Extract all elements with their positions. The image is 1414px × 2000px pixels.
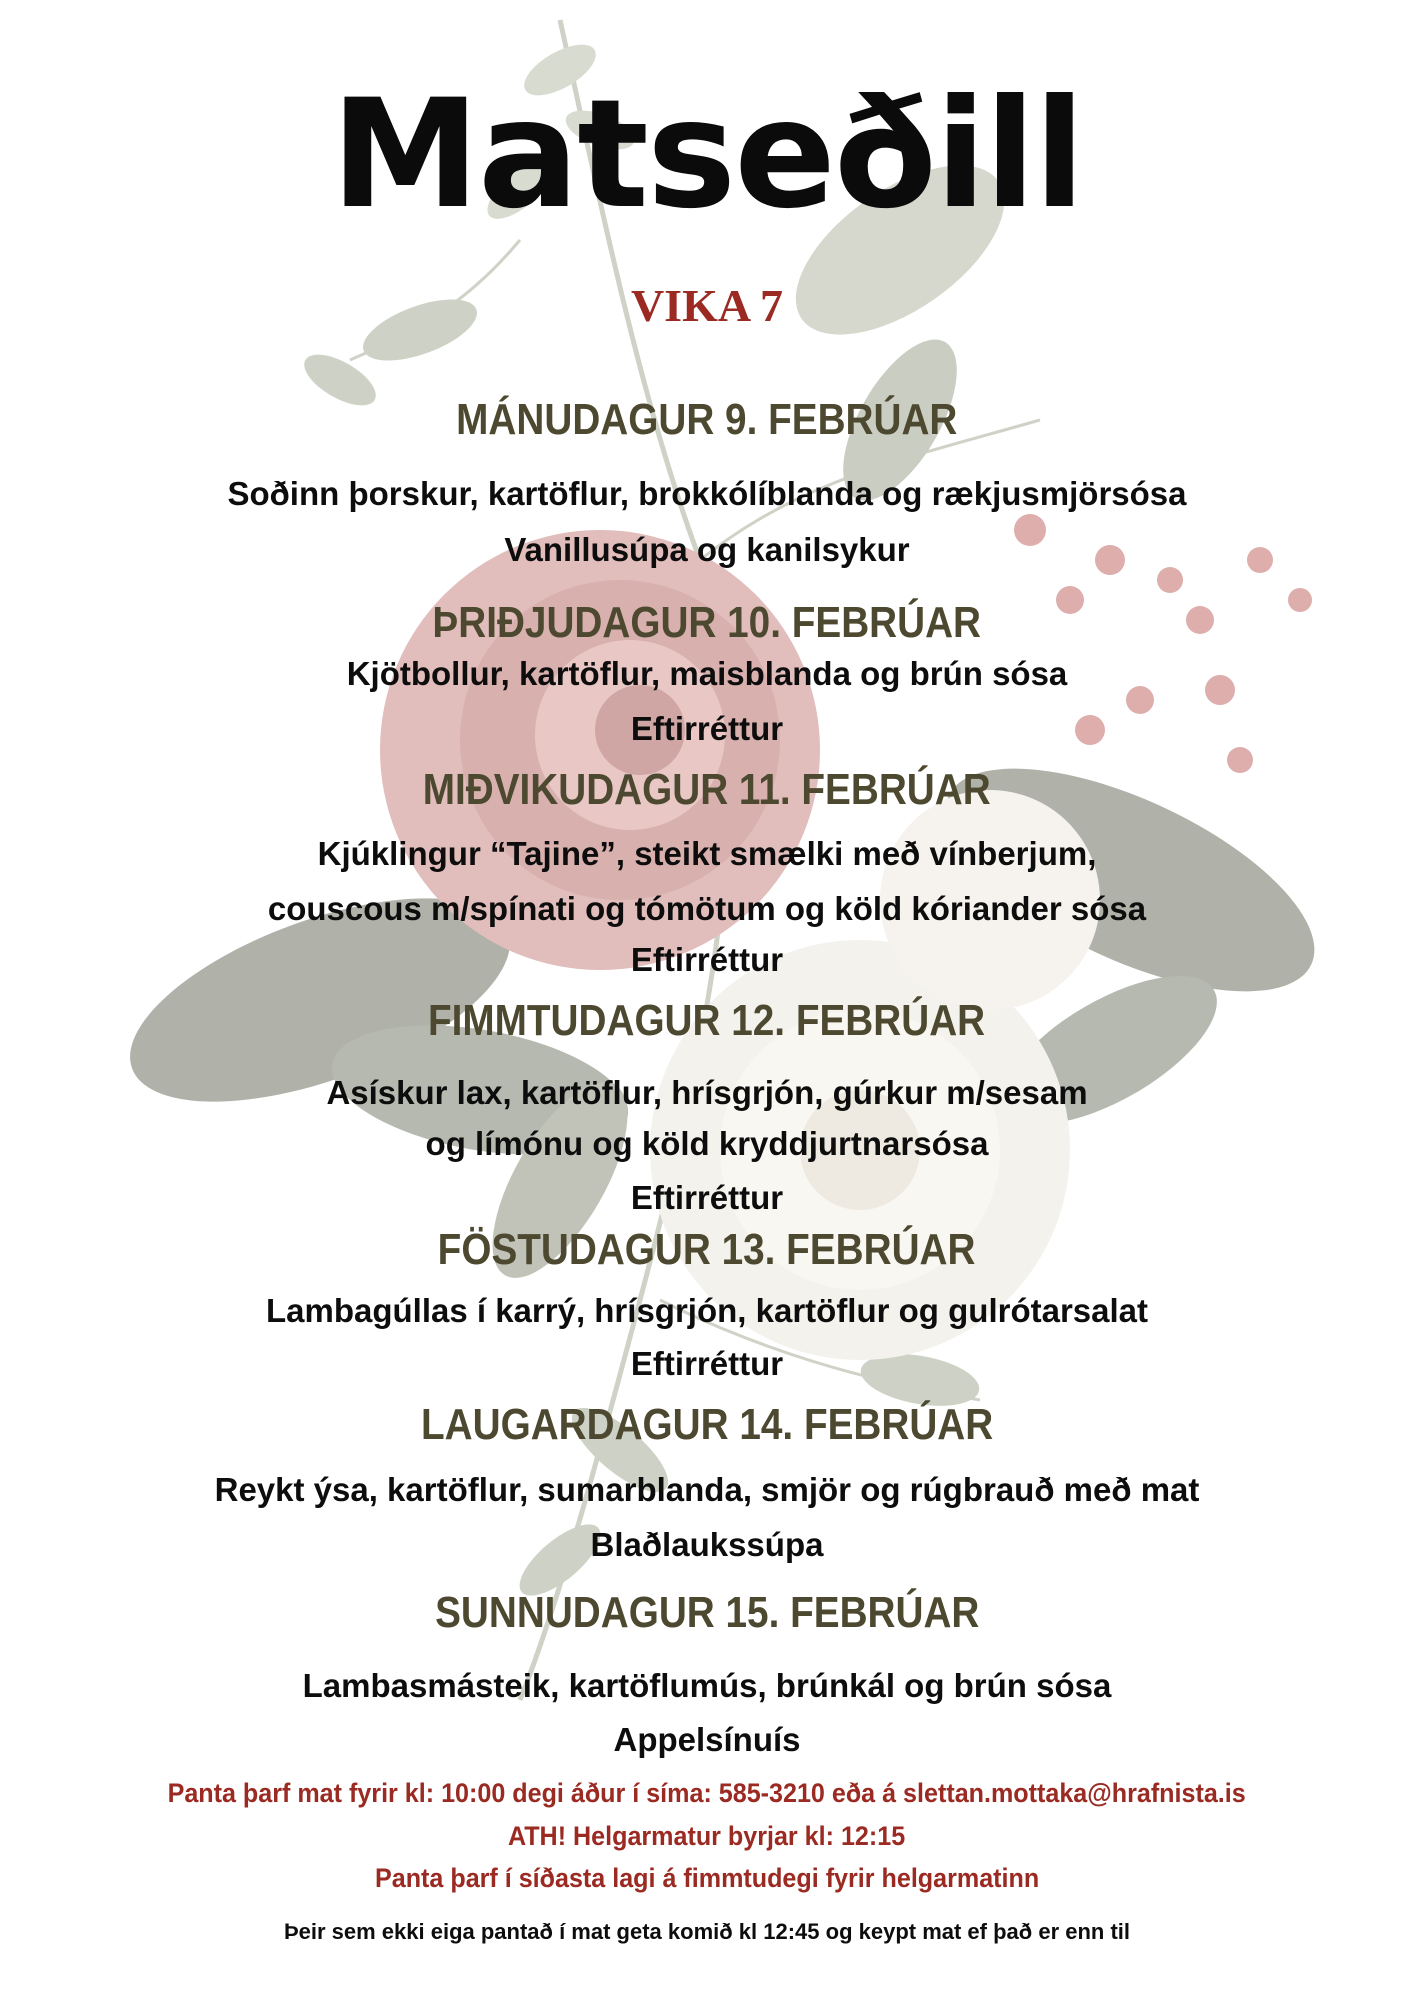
page-title: Matseðill [330, 68, 1084, 242]
walk-in-footer-note: Þeir sem ekki eiga pantað í mat geta komið kl 12:45 og keypt mat ef það er enn til [283, 1919, 1131, 1944]
menu-line: Reykt ýsa, kartöflur, sumarblanda, smjör og rúgbrauð með mat [214, 1471, 1200, 1508]
week-label: VIKA 7 [630, 280, 784, 331]
day-heading-thursday: FIMMTUDAGUR 12. FEBRÚAR [428, 996, 986, 1045]
menu-line: Lambasmásteik, kartöflumús, brúnkál og brún sósa [302, 1667, 1112, 1704]
menu-line: Eftirréttur [630, 1345, 784, 1382]
menu-line: Blaðlaukssúpa [590, 1526, 824, 1563]
day-heading-tuesday: ÞRIÐJUDAGUR 10. FEBRÚAR [432, 598, 982, 647]
day-heading-friday: FÖSTUDAGUR 13. FEBRÚAR [438, 1225, 976, 1274]
menu-line: Vanillusúpa og kanilsykur [504, 531, 910, 568]
weekend-order-note: Panta þarf í síðasta lagi á fimmtudegi fyrir helgarmatinn [374, 1863, 1040, 1893]
menu-line: Appelsínuís [613, 1721, 801, 1758]
day-heading-saturday: LAUGARDAGUR 14. FEBRÚAR [420, 1400, 994, 1449]
menu-line: Eftirréttur [630, 1179, 784, 1216]
menu-line: Eftirréttur [630, 710, 784, 747]
day-heading-monday: MÁNUDAGUR 9. FEBRÚAR [456, 395, 958, 444]
menu-line: Kjötbollur, kartöflur, maisblanda og brún sósa [346, 655, 1068, 692]
menu-line: couscous m/spínati og tómötum og köld kóriander sósa [267, 890, 1147, 927]
day-heading-wednesday: MIÐVIKUDAGUR 11. FEBRÚAR [423, 765, 991, 814]
menu-line: Eftirréttur [630, 941, 784, 978]
day-heading-sunday: SUNNUDAGUR 15. FEBRÚAR [434, 1588, 980, 1637]
menu-line: Asískur lax, kartöflur, hrísgrjón, gúrkur m/sesam [326, 1074, 1088, 1111]
menu-line: Kjúklingur “Tajine”, steikt smælki með vínberjum, [317, 835, 1097, 872]
menu-line: Lambagúllas í karrý, hrísgrjón, kartöflur og gulrótarsalat [265, 1292, 1149, 1329]
menu-line: og límónu og köld kryddjurtnarsósa [425, 1125, 989, 1162]
order-info-note: Panta þarf mat fyrir kl: 10:00 degi áður í síma: 585-3210 eða á slettan.mottaka@hrafnista.is [167, 1778, 1247, 1808]
weekend-time-note: ATH! Helgarmatur byrjar kl: 12:15 [508, 1821, 906, 1851]
menu-line: Soðinn þorskur, kartöflur, brokkólíblanda og rækjusmjörsósa [227, 475, 1187, 512]
